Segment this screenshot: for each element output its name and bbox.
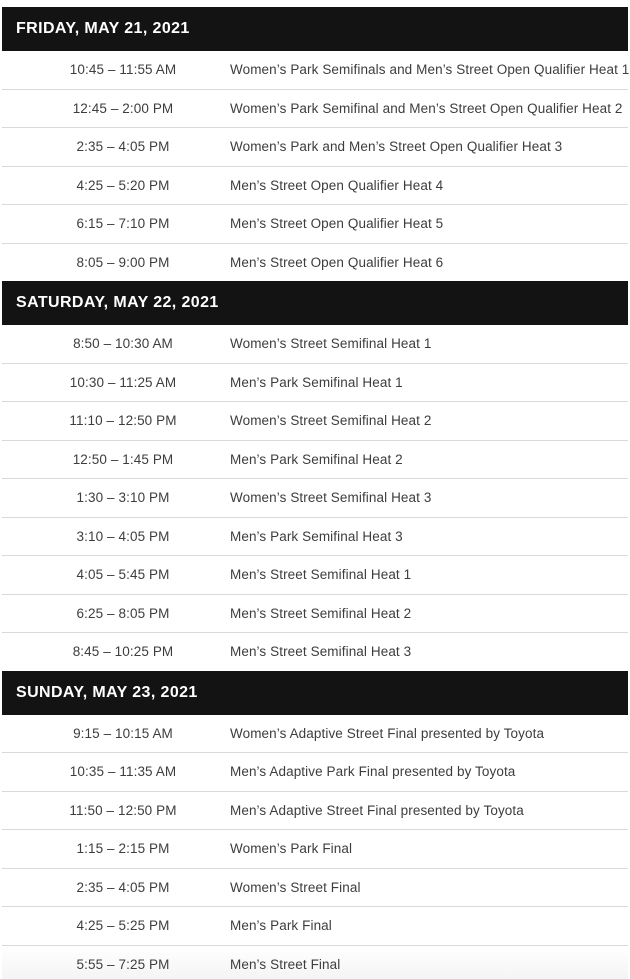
event-row <box>2 715 628 753</box>
event-time: 2:35 – 4:05 PM <box>76 139 170 155</box>
day-header <box>2 7 628 51</box>
day-title: FRIDAY, MAY 21, 2021 <box>16 20 190 37</box>
event-title: Men’s Adaptive Park Final presented by Toyota <box>230 764 516 780</box>
event-title: Men’s Park Semifinal Heat 1 <box>230 374 403 390</box>
event-row <box>2 363 628 402</box>
event-time: 4:25 – 5:20 PM <box>76 177 170 193</box>
event-row <box>2 829 628 868</box>
event-time: 1:30 – 3:10 PM <box>76 490 170 506</box>
event-title: Men’s Street Semifinal Heat 2 <box>230 605 412 621</box>
event-time: 8:50 – 10:30 AM <box>73 336 173 352</box>
event-row <box>2 51 628 89</box>
event-title: Men’s Street Open Qualifier Heat 6 <box>230 254 444 270</box>
event-time: 6:25 – 8:05 PM <box>76 605 170 621</box>
event-title: Men’s Adaptive Street Final presented by Toyota <box>230 802 524 818</box>
event-row <box>2 89 628 128</box>
day-section <box>2 281 628 671</box>
event-row <box>2 401 628 440</box>
event-title: Women’s Street Final <box>230 879 361 895</box>
event-row <box>2 752 628 791</box>
event-row <box>2 906 628 945</box>
event-time: 4:25 – 5:25 PM <box>76 918 170 934</box>
event-title: Men’s Street Open Qualifier Heat 4 <box>230 177 444 193</box>
event-title: Men’s Park Final <box>230 918 332 934</box>
event-time: 12:45 – 2:00 PM <box>72 100 174 116</box>
event-time: 3:10 – 4:05 PM <box>76 528 170 544</box>
event-title: Women’s Street Semifinal Heat 2 <box>230 413 432 429</box>
event-row <box>2 594 628 633</box>
event-row <box>2 478 628 517</box>
day-title: SATURDAY, MAY 22, 2021 <box>16 294 219 311</box>
event-row <box>2 555 628 594</box>
event-row <box>2 204 628 243</box>
event-time: 6:15 – 7:10 PM <box>76 216 170 232</box>
event-time: 4:05 – 5:45 PM <box>76 567 170 583</box>
event-time: 8:45 – 10:25 PM <box>72 644 174 660</box>
event-row <box>2 166 628 205</box>
event-title: Women’s Park and Men’s Street Open Qualifier Heat 3 <box>230 139 563 155</box>
event-time: 10:30 – 11:25 AM <box>69 374 177 390</box>
event-row <box>2 517 628 556</box>
event-rows <box>2 51 628 281</box>
event-time: 8:05 – 9:00 PM <box>76 254 170 270</box>
day-header <box>2 281 628 325</box>
event-title: Men’s Street Open Qualifier Heat 5 <box>230 216 444 232</box>
day-section <box>2 671 628 979</box>
event-time: 2:35 – 4:05 PM <box>76 879 170 895</box>
event-time: 11:10 – 12:50 PM <box>69 413 177 429</box>
event-row <box>2 127 628 166</box>
event-row <box>2 325 628 363</box>
event-title: Women’s Park Semifinal and Men’s Street Open Qualifier Heat 2 <box>230 100 623 116</box>
event-title: Women’s Adaptive Street Final presented by Toyota <box>230 725 545 741</box>
event-time: 1:15 – 2:15 PM <box>76 841 170 857</box>
event-time: 10:45 – 11:55 AM <box>69 62 177 78</box>
day-header <box>2 671 628 715</box>
event-rows <box>2 325 628 671</box>
event-time: 5:55 – 7:25 PM <box>76 956 170 972</box>
event-time: 12:50 – 1:45 PM <box>72 451 174 467</box>
event-time: 9:15 – 10:15 AM <box>73 725 173 741</box>
event-row <box>2 791 628 830</box>
event-time: 11:50 – 12:50 PM <box>69 802 177 818</box>
event-title: Men’s Street Semifinal Heat 3 <box>230 644 412 660</box>
event-title: Men’s Park Semifinal Heat 3 <box>230 528 403 544</box>
event-rows <box>2 715 628 979</box>
event-title: Men’s Street Final <box>230 956 341 972</box>
event-title: Men’s Street Semifinal Heat 1 <box>230 567 412 583</box>
event-row <box>2 440 628 479</box>
event-title: Women’s Park Final <box>230 841 353 857</box>
event-title: Women’s Street Semifinal Heat 3 <box>230 490 432 506</box>
event-time: 10:35 – 11:35 AM <box>69 764 177 780</box>
event-row <box>2 632 628 671</box>
event-row <box>2 945 628 979</box>
event-title: Men’s Park Semifinal Heat 2 <box>230 451 403 467</box>
event-title: Women’s Park Semifinals and Men’s Street Open Qualifier Heat 1 <box>230 62 630 78</box>
event-title: Women’s Street Semifinal Heat 1 <box>230 336 432 352</box>
event-row <box>2 243 628 282</box>
day-title: SUNDAY, MAY 23, 2021 <box>16 683 198 701</box>
day-section <box>2 7 628 281</box>
event-row <box>2 868 628 907</box>
